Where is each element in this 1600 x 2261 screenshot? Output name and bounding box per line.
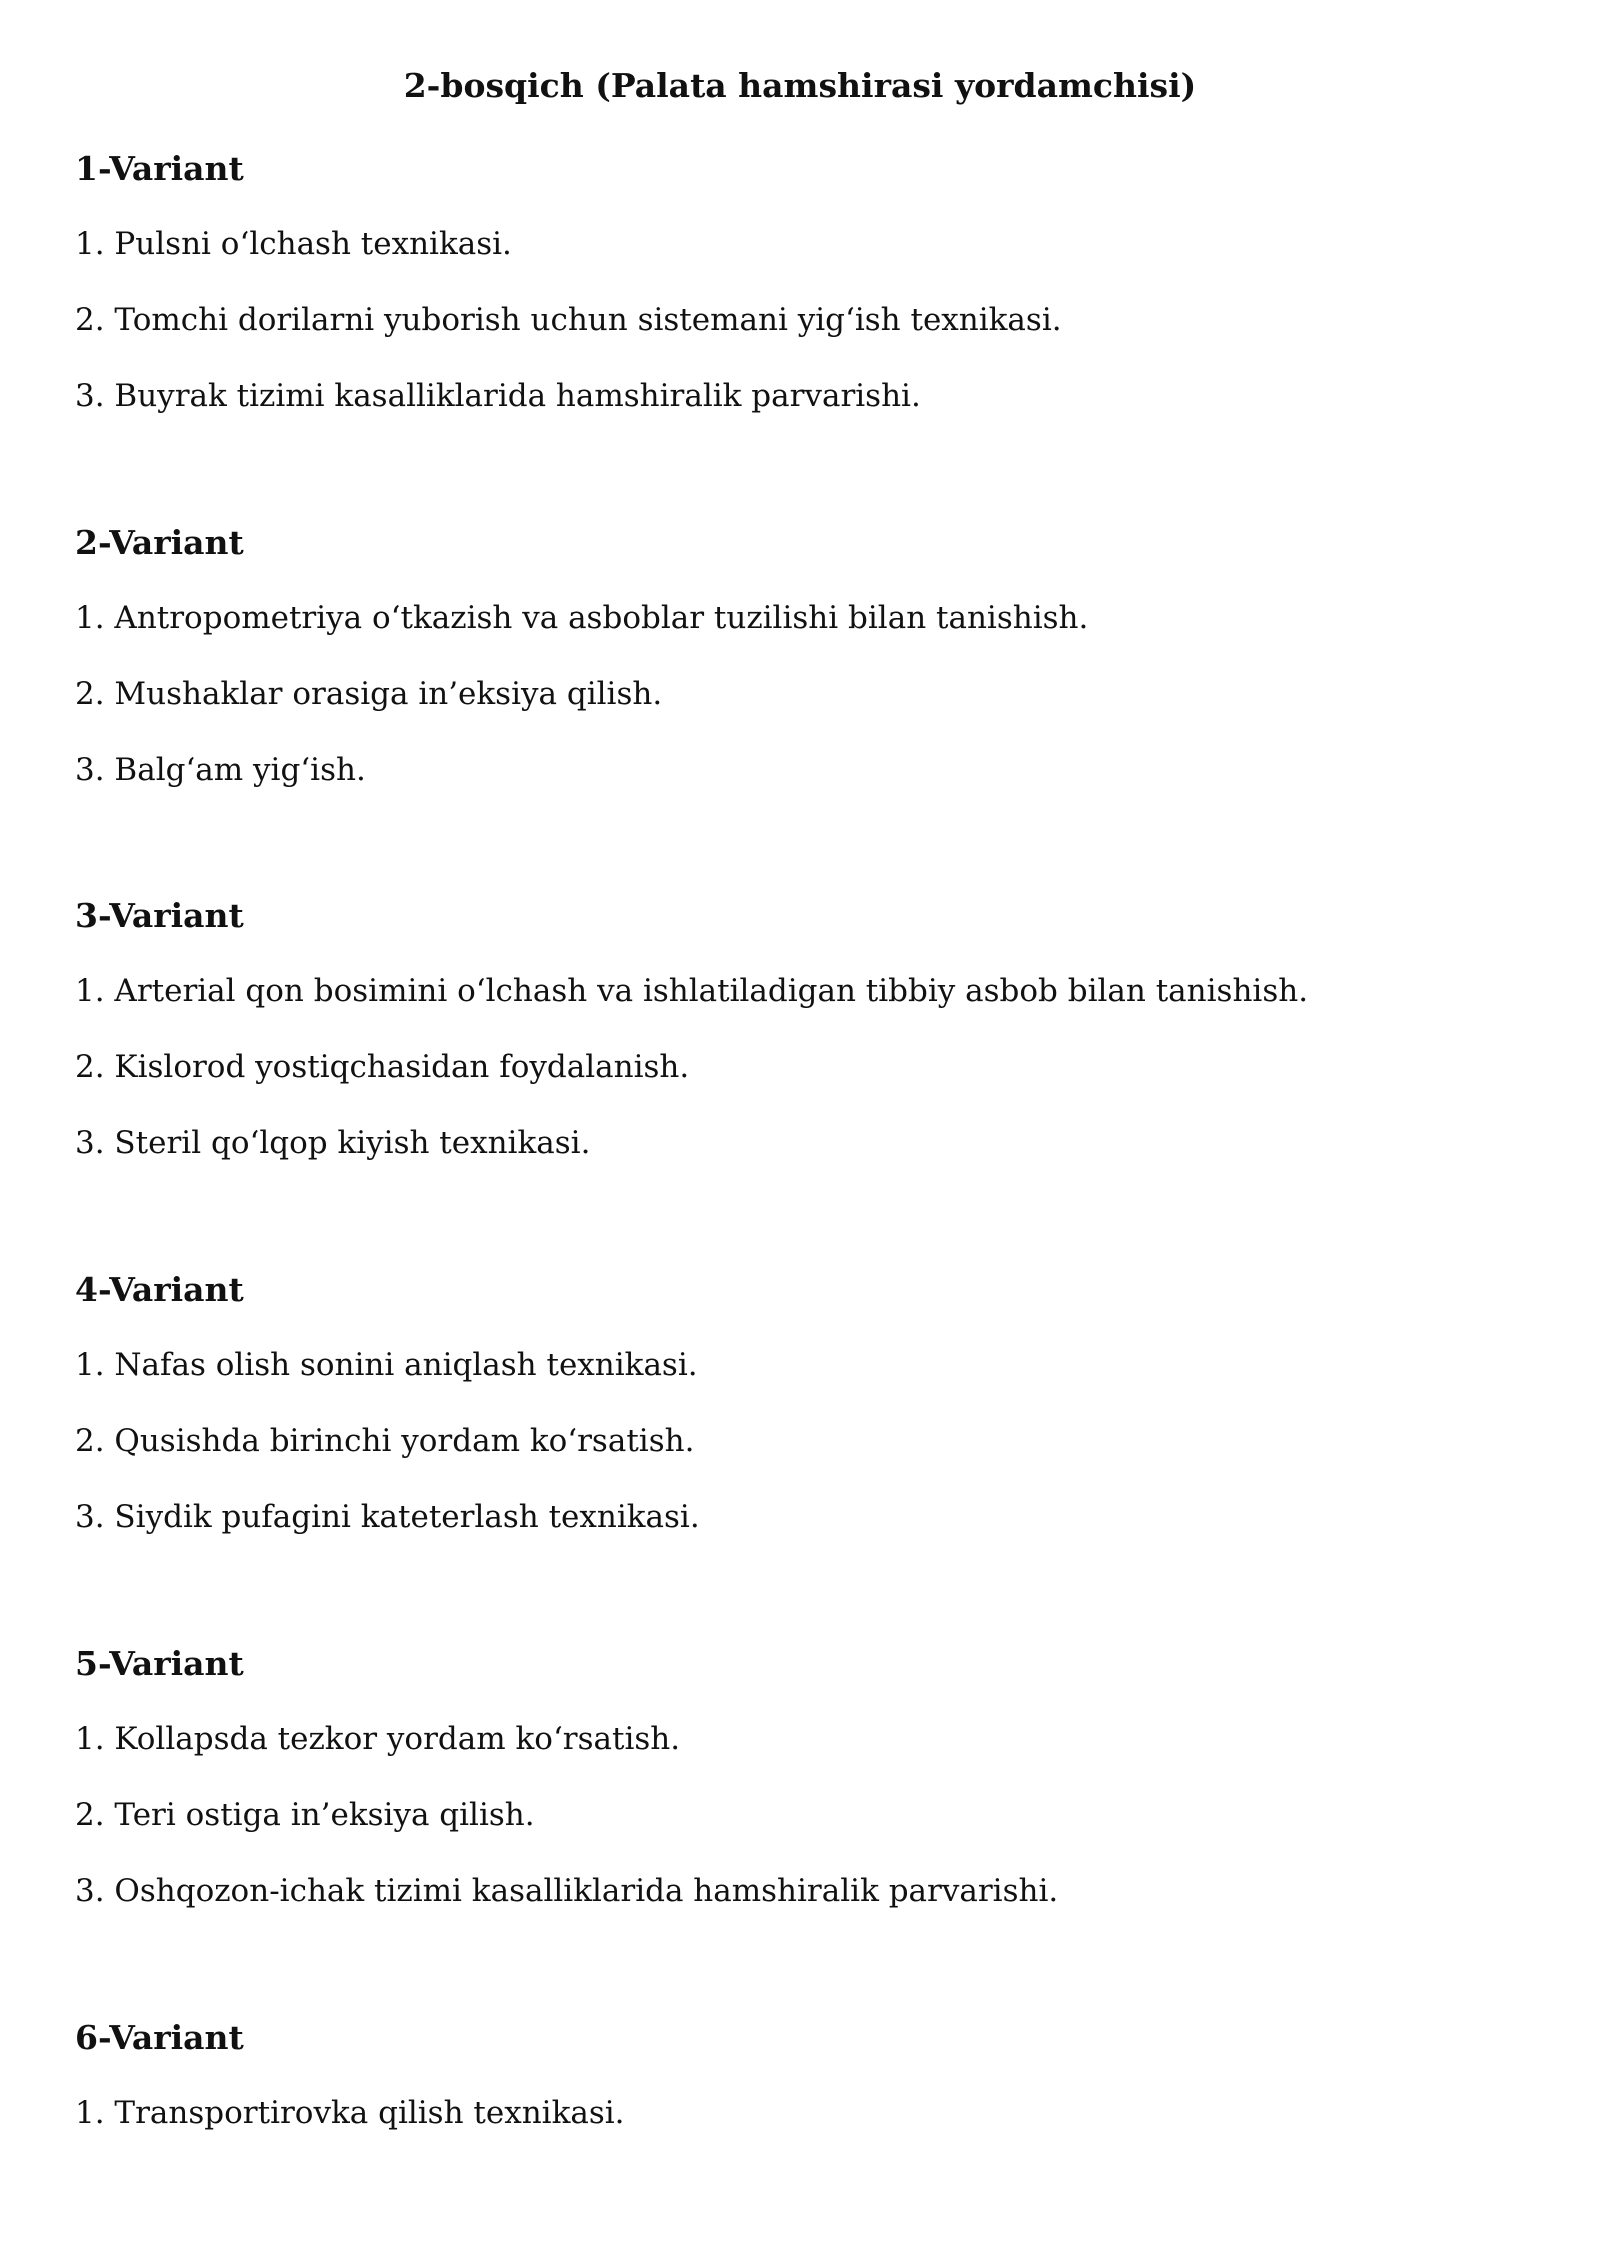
variant-item: 1. Kollapsda tezkor yordam ko‘rsatish. bbox=[75, 1721, 681, 1757]
variant-6-section bbox=[75, 2018, 1555, 2133]
variant-4-section bbox=[75, 1270, 1555, 1537]
variant-item: 2. Qusishda birinchi yordam ko‘rsatish. bbox=[75, 1423, 695, 1459]
variant-item: 3. Steril qo‘lqop kiyish texnikasi. bbox=[75, 1125, 591, 1161]
variant-heading: 1-Variant bbox=[75, 149, 244, 188]
variant-items-list bbox=[75, 598, 1555, 790]
variant-items-list bbox=[75, 2093, 1555, 2133]
document-title: 2-bosqich (Palata hamshirasi yordamchisi) bbox=[403, 66, 1197, 105]
variant-heading: 2-Variant bbox=[75, 523, 244, 562]
variant-2-section bbox=[75, 523, 1555, 790]
variant-items-list bbox=[75, 1345, 1555, 1537]
variant-heading: 3-Variant bbox=[75, 896, 244, 935]
variant-1-section bbox=[75, 149, 1555, 416]
variant-items-list bbox=[75, 971, 1555, 1163]
variant-heading: 5-Variant bbox=[75, 1644, 244, 1683]
variant-item: 3. Oshqozon-ichak tizimi kasalliklarida hamshiralik parvarishi. bbox=[75, 1873, 1059, 1909]
variant-items-list bbox=[75, 224, 1555, 416]
variant-item: 1. Arterial qon bosimini o‘lchash va ishlatiladigan tibbiy asbob bilan tanishish. bbox=[75, 973, 1309, 1009]
variant-items-list bbox=[75, 1719, 1555, 1911]
variant-3-section bbox=[75, 896, 1555, 1163]
variant-heading: 6-Variant bbox=[75, 2018, 244, 2057]
variant-5-section bbox=[75, 1644, 1555, 1911]
variant-item: 2. Mushaklar orasiga in’eksiya qilish. bbox=[75, 676, 663, 712]
variant-item: 2. Tomchi dorilarni yuborish uchun sistemani yig‘ish texnikasi. bbox=[75, 302, 1062, 338]
variant-item: 1. Pulsni o‘lchash texnikasi. bbox=[75, 226, 512, 262]
variant-item: 1. Transportirovka qilish texnikasi. bbox=[75, 2095, 625, 2131]
variant-item: 3. Siydik pufagini kateterlash texnikasi. bbox=[75, 1499, 700, 1535]
variant-heading: 4-Variant bbox=[75, 1270, 244, 1309]
variant-item: 3. Balg‘am yig‘ish. bbox=[75, 752, 366, 788]
variant-item: 3. Buyrak tizimi kasalliklarida hamshiralik parvarishi. bbox=[75, 378, 921, 414]
variant-item: 1. Antropometriya o‘tkazish va asboblar tuzilishi bilan tanishish. bbox=[75, 600, 1089, 636]
variant-item: 1. Nafas olish sonini aniqlash texnikasi. bbox=[75, 1347, 698, 1383]
variant-item: 2. Teri ostiga in’eksiya qilish. bbox=[75, 1797, 535, 1833]
variant-item: 2. Kislorod yostiqchasidan foydalanish. bbox=[75, 1049, 690, 1085]
